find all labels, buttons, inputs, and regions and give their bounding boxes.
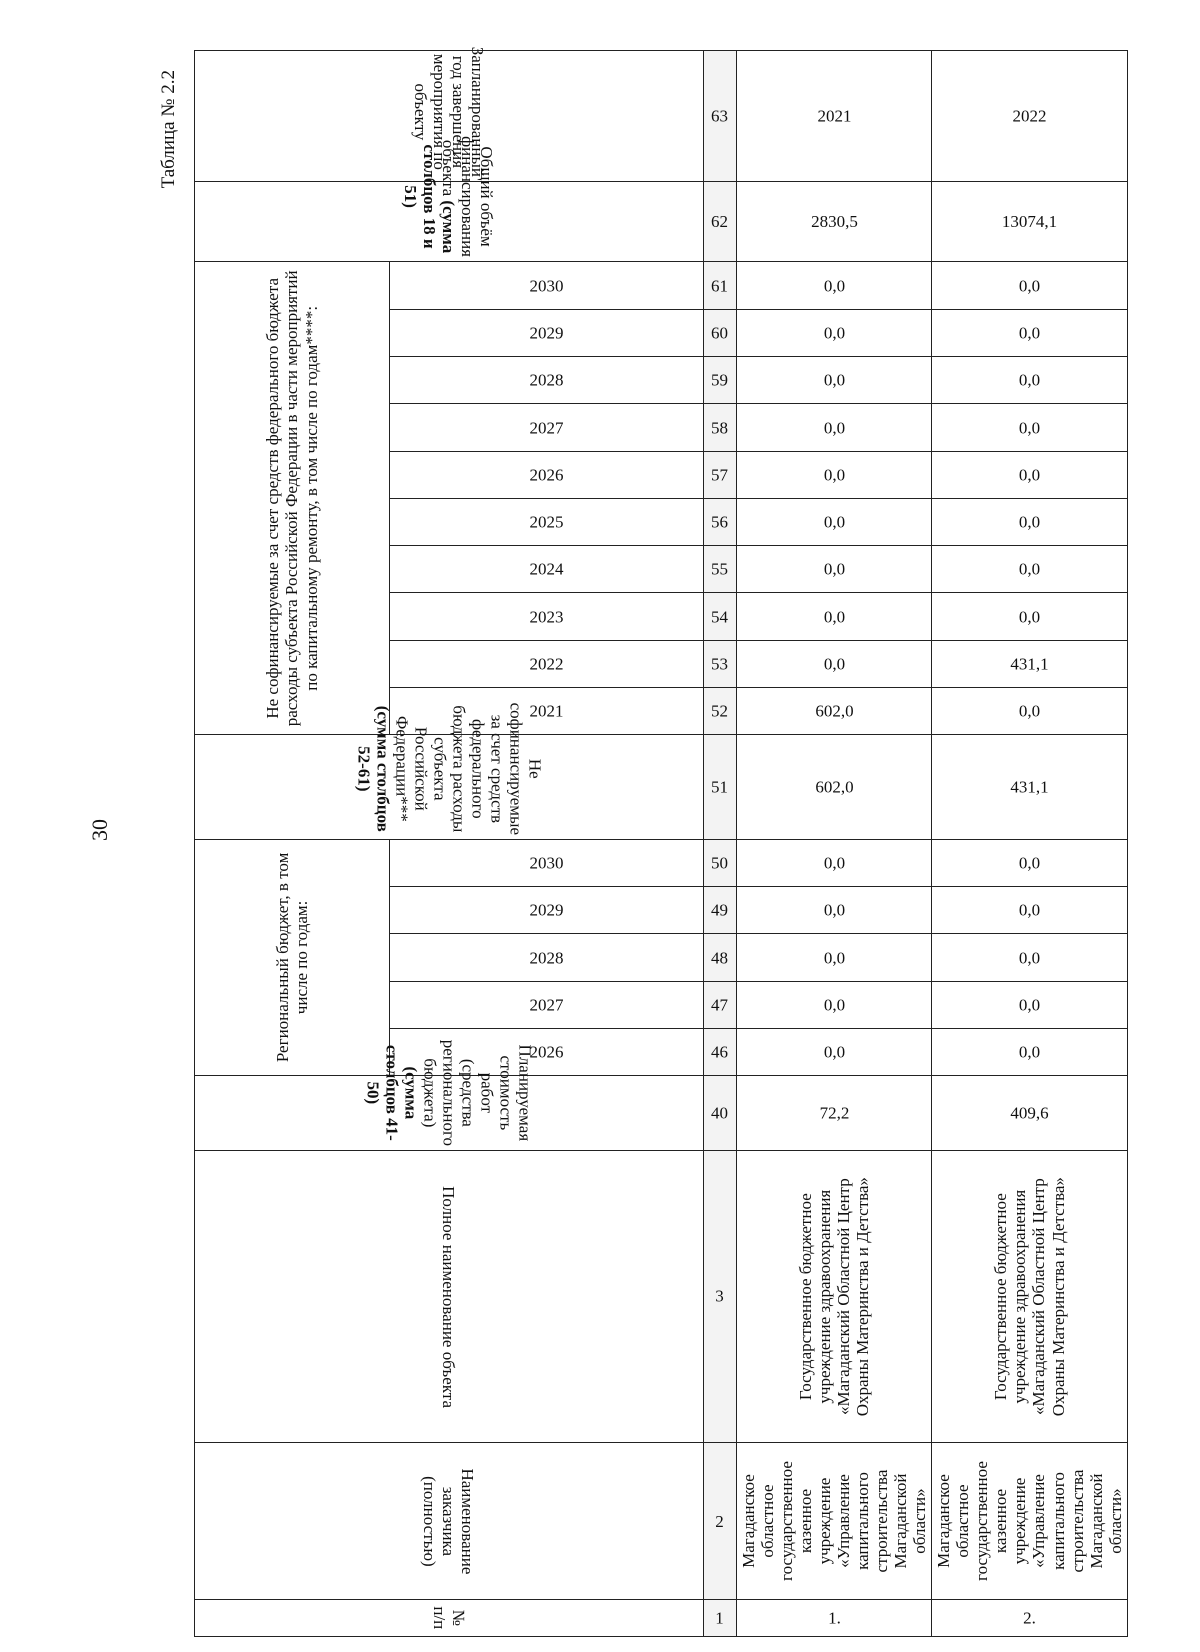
column-number: 52: [704, 687, 737, 734]
header-col-51: Не софинансируемые за счет средств федерального бюджета расходы субъекта Российской Федерации*** (сумма столбцов 52-61): [195, 735, 704, 839]
value-cell: 0,0: [737, 498, 932, 545]
column-number: 46: [704, 1028, 737, 1075]
value-cell: 0,0: [932, 262, 1127, 309]
header-row-top: [195, 51, 390, 1637]
object-name: Государственное бюджетное учреждение здравоохранения «Магаданский Областной Центр Охраны Материнства и Детства»: [932, 1150, 1127, 1443]
header-nonfed-group: Не софинансируемые за счет средств федерального бюджета расходы субъекта Российской Федерации в части мероприятий по капитальному ремонту, в том числе по годам****:: [195, 262, 390, 735]
value-cell: 2022: [932, 51, 1127, 182]
value-cell: 13074,1: [932, 182, 1127, 262]
value-cell: 409,6: [932, 1076, 1127, 1151]
year-cell: 2027: [390, 404, 704, 451]
year-cell: 2023: [390, 593, 704, 640]
value-cell: 0,0: [737, 262, 932, 309]
value-cell: 0,0: [737, 356, 932, 403]
year-cell: 2022: [390, 640, 704, 687]
rotated-table-sheet: [194, 46, 1125, 1637]
header-col-40: Планируемая стоимость работ (средства регионального бюджета) (сумма столбцов 41-50): [195, 1076, 704, 1151]
header-regional-group: Региональный бюджет, в том числе по годам:: [195, 839, 390, 1075]
header-object: Полное наименование объекта: [195, 1150, 704, 1443]
column-number: 2: [704, 1443, 737, 1599]
column-number: 58: [704, 404, 737, 451]
value-cell: 0,0: [737, 593, 932, 640]
value-cell: 0,0: [737, 886, 932, 933]
value-cell: 0,0: [932, 546, 1127, 593]
value-cell: 0,0: [932, 593, 1127, 640]
column-number: 49: [704, 886, 737, 933]
value-cell: 0,0: [737, 451, 932, 498]
year-cell: 2026: [390, 451, 704, 498]
value-cell: 0,0: [737, 1028, 932, 1075]
value-cell: 602,0: [737, 735, 932, 839]
value-cell: 0,0: [737, 546, 932, 593]
column-number: 63: [704, 51, 737, 182]
value-cell: 72,2: [737, 1076, 932, 1151]
year-cell: 2030: [390, 262, 704, 309]
year-cell: 2021: [390, 687, 704, 734]
year-cell: 2028: [390, 356, 704, 403]
header-col-62: Общий объём финансирования объекта (сумма столбцов 18 и 51): [195, 182, 704, 262]
value-cell: 0,0: [932, 309, 1127, 356]
row-number: 1.: [737, 1599, 932, 1636]
column-number: 47: [704, 981, 737, 1028]
column-number: 55: [704, 546, 737, 593]
value-cell: 0,0: [932, 451, 1127, 498]
row-number: 2.: [932, 1599, 1127, 1636]
page-number: 30: [87, 819, 112, 841]
value-cell: 0,0: [932, 886, 1127, 933]
column-number: 40: [704, 1076, 737, 1151]
column-number: 53: [704, 640, 737, 687]
column-number: 48: [704, 934, 737, 981]
value-cell: 0,0: [737, 309, 932, 356]
year-cell: 2027: [390, 981, 704, 1028]
column-number: 54: [704, 593, 737, 640]
customer-name: Магаданское областное государственное казенное учреждение «Управление капитального строительства Магаданской области»: [932, 1443, 1127, 1599]
column-number: 61: [704, 262, 737, 309]
table-row: [932, 51, 1127, 1637]
column-number: 62: [704, 182, 737, 262]
column-number: 57: [704, 451, 737, 498]
value-cell: 0,0: [932, 1028, 1127, 1075]
customer-name: Магаданское областное государственное казенное учреждение «Управление капитального строительства Магаданской области»: [737, 1443, 932, 1599]
column-number: 1: [704, 1599, 737, 1636]
value-cell: 0,0: [932, 687, 1127, 734]
value-cell: 0,0: [932, 356, 1127, 403]
header-col-63: Запланированный год завершения мероприятия по объекту: [195, 51, 704, 182]
header-num: № п/п: [195, 1599, 704, 1636]
value-cell: 0,0: [932, 404, 1127, 451]
value-cell: 431,1: [932, 735, 1127, 839]
financing-table: [194, 46, 1128, 1637]
year-cell: 2029: [390, 309, 704, 356]
year-cell: 2024: [390, 546, 704, 593]
value-cell: 0,0: [737, 839, 932, 886]
value-cell: 602,0: [737, 687, 932, 734]
year-cell: 2025: [390, 498, 704, 545]
year-cell: 2029: [390, 886, 704, 933]
value-cell: 0,0: [737, 640, 932, 687]
value-cell: 0,0: [932, 934, 1127, 981]
year-cell: 2030: [390, 839, 704, 886]
value-cell: 0,0: [737, 934, 932, 981]
column-number: 50: [704, 839, 737, 886]
value-cell: 2021: [737, 51, 932, 182]
year-cell: 2028: [390, 934, 704, 981]
value-cell: 0,0: [737, 404, 932, 451]
table-row: [737, 51, 932, 1637]
header-customer: Наименование заказчика (полностью): [195, 1443, 704, 1599]
column-number: 56: [704, 498, 737, 545]
value-cell: 2830,5: [737, 182, 932, 262]
year-cell: 2026: [390, 1028, 704, 1075]
column-number: 3: [704, 1150, 737, 1443]
column-number: 59: [704, 356, 737, 403]
column-number: 60: [704, 309, 737, 356]
value-cell: 0,0: [932, 498, 1127, 545]
value-cell: 0,0: [932, 981, 1127, 1028]
object-name: Государственное бюджетное учреждение здравоохранения «Магаданский Областной Центр Охраны Материнства и Детства»: [737, 1150, 932, 1443]
table-caption: Таблица № 2.2: [158, 70, 179, 189]
value-cell: 431,1: [932, 640, 1127, 687]
column-number: 51: [704, 735, 737, 839]
column-number-row: [704, 51, 737, 1637]
value-cell: 0,0: [737, 981, 932, 1028]
value-cell: 0,0: [932, 839, 1127, 886]
